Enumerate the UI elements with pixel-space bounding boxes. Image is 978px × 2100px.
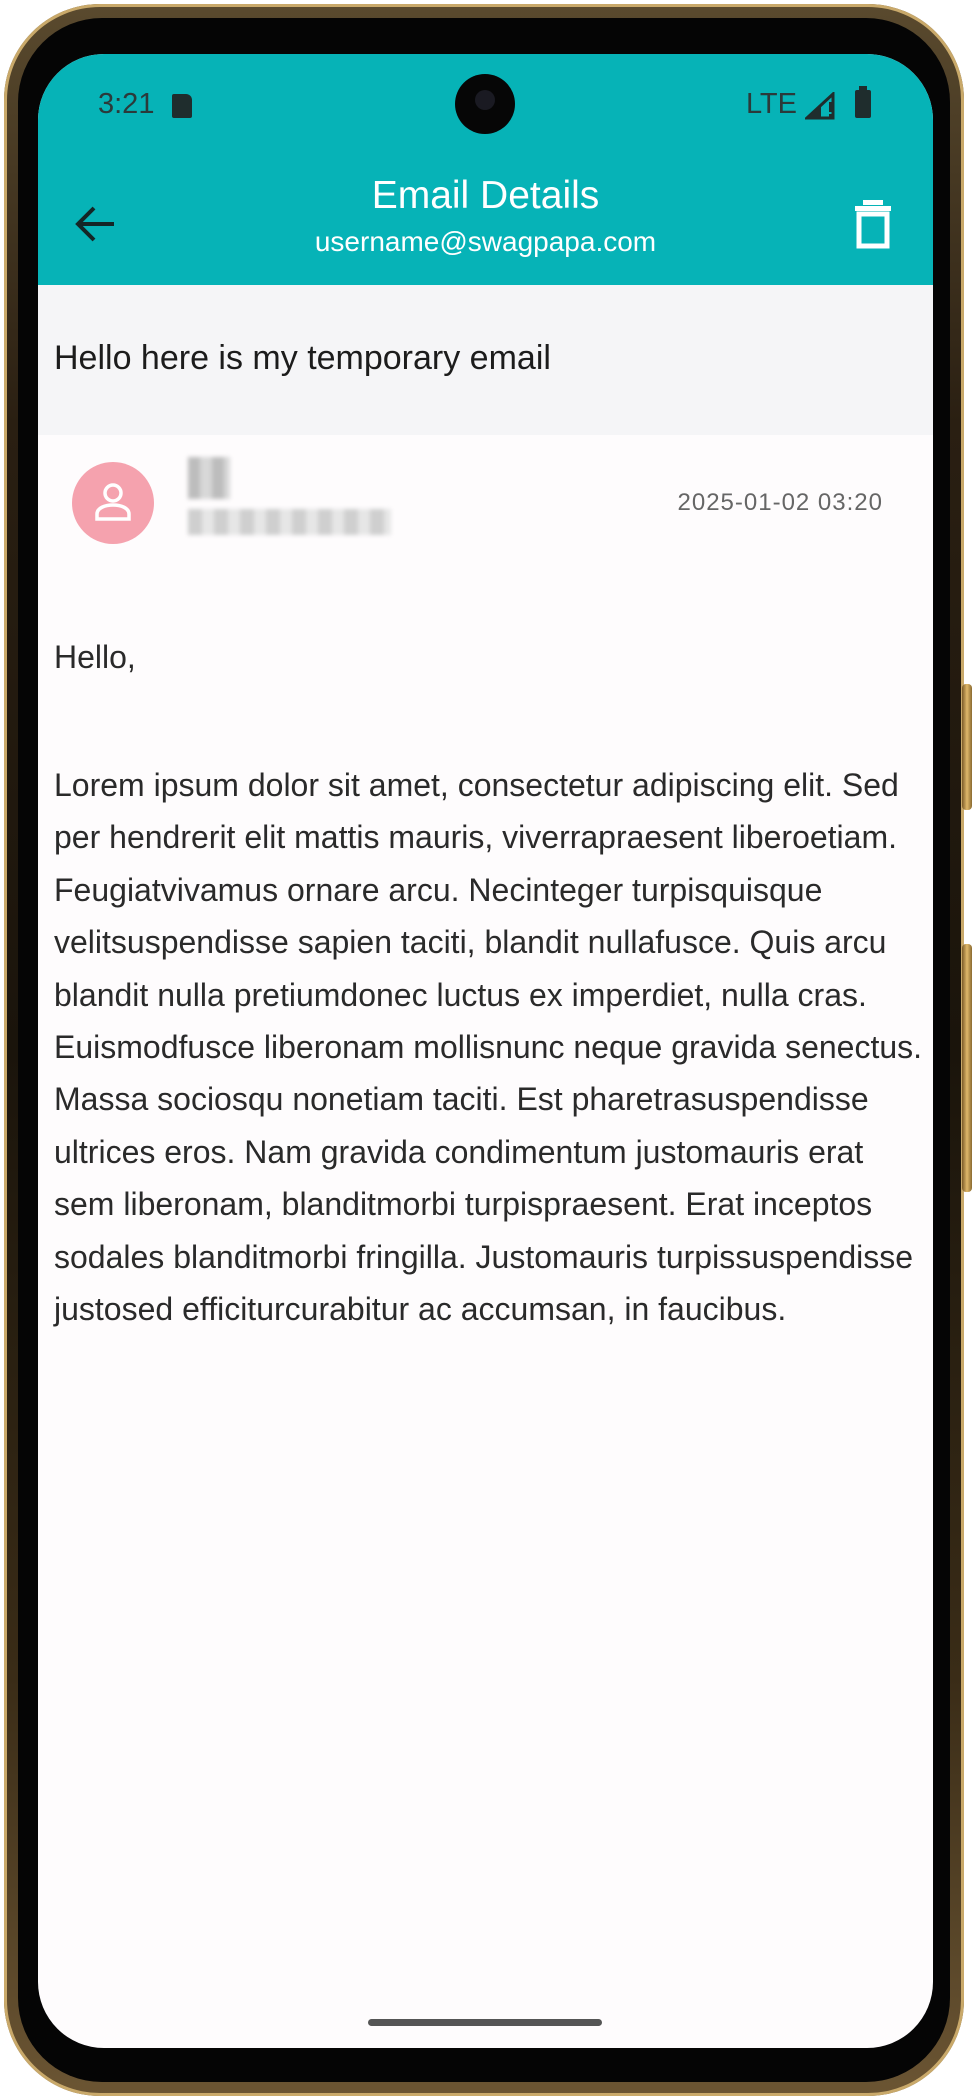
- page-title: Email Details: [371, 174, 600, 217]
- sender-name: [188, 457, 230, 499]
- home-indicator[interactable]: [368, 2019, 602, 2026]
- sender-email: [188, 509, 391, 535]
- screen: [38, 54, 933, 2048]
- trash-icon: [849, 198, 897, 250]
- sd-card-icon: [172, 94, 192, 118]
- battery-icon: [855, 90, 871, 118]
- delete-button[interactable]: [849, 198, 897, 250]
- email-body: Lorem ipsum dolor sit amet, consectetur adipiscing elit. Sed per hendrerit elit mattis mauris, viverrapraesent liberoetiam. Feugiatvivamus ornare arcu. Necinteger turpisquisque velitsuspendisse sapien taciti, blandit nullafusce. Quis arcu blandit nulla pretiumdonec luctus ex imperdiet, nulla cras. Euismodfusce liberonam mollisnunc neque gravida senectus. Massa sociosqu nonetiam taciti. Est pharetrasuspendisse ultrices eros. Nam gravida condimentum justomauris erat sem liberonam, blanditmorbi turpispraesent. Erat inceptos sodales blanditmorbi fringilla. Justomauris turpissuspendisse justosed efficiturcurabitur ac accumsan, in faucibus.: [54, 767, 923, 1328]
- network-label: LTE: [745, 88, 797, 120]
- signal-icon: [805, 92, 837, 120]
- avatar: [72, 462, 154, 544]
- email-greeting: Hello,: [54, 639, 136, 675]
- person-icon: [93, 481, 133, 523]
- email-date: 2025-01-02 03:20: [677, 489, 883, 516]
- side-button-upper: [962, 684, 972, 810]
- subject-bar: [38, 285, 933, 435]
- account-email: username@swagpapa.com: [314, 226, 657, 257]
- front-camera: [455, 74, 515, 134]
- app-bar: [38, 54, 933, 285]
- status-time: 3:21: [98, 88, 155, 120]
- side-button-lower: [962, 944, 972, 1192]
- email-subject: Hello here is my temporary email: [54, 339, 551, 377]
- sender-row: [38, 435, 933, 575]
- phone-frame: [4, 4, 964, 2096]
